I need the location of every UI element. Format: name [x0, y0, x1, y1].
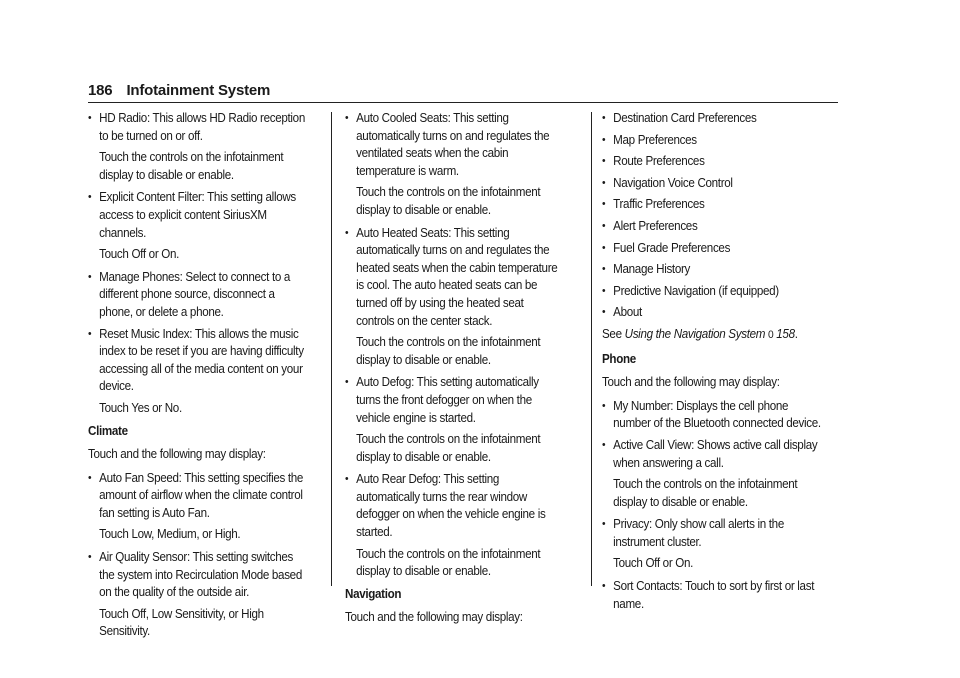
bullet-icon: • — [88, 191, 92, 204]
item-text: Auto Defog: This setting automatically turns the front defogger on when the vehicle engine is started. — [356, 375, 539, 425]
item-text: Manage Phones: Select to connect to a different phone source, disconnect a phone, or delete a phone. — [99, 269, 291, 319]
column-divider — [591, 112, 592, 586]
item-text: Active Call View: Shows active call display when answering a call. — [613, 437, 818, 470]
list-item — [345, 471, 564, 541]
item-text: Fuel Grade Preferences — [613, 240, 731, 255]
item-note: Touch Yes or No. — [99, 400, 182, 415]
bullet-icon: • — [602, 176, 606, 189]
item-text: Auto Fan Speed: This setting specifies the amount of airflow when the climate control fan setting is Auto Fan. — [99, 470, 304, 520]
item-text: Alert Preferences — [613, 218, 698, 233]
bullet-icon: • — [602, 263, 606, 276]
item-note: Touch Off, Low Sensitivity, or High Sensitivity. — [99, 606, 264, 639]
list-item — [345, 110, 564, 180]
item-note: Touch the controls on the infotainment display to disable or enable. — [356, 185, 541, 217]
column-divider — [331, 112, 332, 586]
list-item — [88, 470, 307, 523]
bullet-icon: • — [602, 241, 606, 254]
list-item — [88, 269, 307, 322]
see-prefix: See — [602, 326, 622, 341]
bullet-icon: • — [602, 438, 606, 451]
item-note: Touch the controls on the infotainment display to disable or enable. — [99, 150, 284, 182]
bullet-icon: • — [602, 399, 606, 412]
item-text: My Number: Displays the cell phone number of the Bluetooth connected device. — [613, 398, 821, 431]
item-text: Map Preferences — [613, 132, 697, 147]
bullet-icon: • — [602, 284, 606, 297]
item-note: Touch the controls on the infotainment display to disable or enable. — [613, 477, 798, 509]
column-3 — [602, 110, 821, 617]
item-note: Touch the controls on the infotainment display to disable or enable. — [356, 432, 541, 464]
bullet-icon: • — [602, 580, 606, 593]
section-heading-navigation: Navigation — [345, 586, 402, 601]
list-item — [88, 549, 307, 602]
section-heading-phone: Phone — [602, 351, 636, 366]
list-item — [602, 261, 821, 279]
item-note: Touch the controls on the infotainment display to disable or enable. — [356, 335, 541, 367]
bullet-icon: • — [602, 112, 606, 124]
section-intro: Touch and the following may display: — [602, 375, 780, 390]
section-heading-climate: Climate — [88, 423, 128, 438]
list-item — [88, 189, 307, 242]
list-item — [88, 326, 307, 396]
list-item — [602, 304, 821, 322]
item-text: Manage History — [613, 262, 691, 277]
list-item — [602, 240, 821, 258]
bullet-icon: • — [88, 270, 92, 283]
bullet-icon: • — [345, 112, 349, 124]
list-item — [602, 283, 821, 301]
bullet-icon: • — [602, 133, 606, 146]
list-item — [88, 110, 307, 145]
see-link[interactable]: Using the Navigation System — [624, 326, 766, 341]
item-text: Sort Contacts: Touch to sort by first or last name. — [613, 579, 815, 611]
item-text: Auto Cooled Seats: This setting automatically turns on and regulates the ventilated seats when the cabin temperature is warm. — [356, 111, 550, 178]
item-note: Touch Low, Medium, or High. — [99, 527, 241, 542]
item-text: Explicit Content Filter: This setting allows access to explicit content SiriusXM channels. — [99, 190, 296, 240]
bullet-icon: • — [345, 473, 349, 486]
section-title: Infotainment System — [126, 82, 271, 99]
list-item — [602, 175, 821, 193]
bullet-icon: • — [345, 226, 349, 239]
bullet-icon: • — [602, 518, 606, 531]
bullet-icon: • — [602, 198, 606, 211]
page-header — [88, 82, 270, 102]
section-intro: Touch and the following may display: — [88, 447, 266, 462]
item-note: Touch Off or On. — [99, 247, 180, 262]
list-item — [602, 132, 821, 150]
page-number: 186 — [88, 82, 113, 99]
list-item — [602, 196, 821, 214]
list-item — [602, 516, 821, 551]
item-text: Air Quality Sensor: This setting switches the system into Recirculation Mode based on the quality of the outside air. — [99, 550, 302, 600]
list-item — [602, 218, 821, 236]
bullet-icon: • — [88, 471, 92, 484]
list-item — [602, 153, 821, 171]
see-suffix: . — [794, 326, 798, 341]
item-text: Destination Card Preferences — [613, 111, 757, 125]
item-text: Traffic Preferences — [613, 197, 705, 212]
item-text: Auto Heated Seats: This setting automatically turns on and regulates the heated seats when the cabin temperature is cool. The auto heated seats can be turned off by using the heated seat controls on the center stack. — [356, 225, 558, 328]
item-note: Touch Off or On. — [613, 556, 694, 571]
item-text: Reset Music Index: This allows the music index to be reset if you are having difficulty accessing all of the media content on your device. — [99, 326, 304, 394]
item-text: Auto Rear Defog: This setting automatically turns the rear window defogger on when the vehicle engine is started. — [356, 472, 546, 540]
column-2 — [345, 110, 564, 633]
list-item — [602, 398, 821, 433]
bullet-icon: • — [602, 219, 606, 232]
bullet-icon: • — [88, 327, 92, 340]
page-ref-icon: 0 — [768, 328, 774, 341]
bullet-icon: • — [88, 551, 92, 564]
bullet-icon: • — [88, 112, 92, 124]
bullet-icon: • — [345, 376, 349, 389]
item-text: About — [613, 305, 642, 320]
list-item — [345, 374, 564, 427]
list-item — [345, 225, 564, 331]
bullet-icon: • — [602, 306, 606, 319]
item-text: Predictive Navigation (if equipped) — [613, 283, 779, 298]
item-text: Route Preferences — [613, 154, 705, 169]
bullet-icon: • — [602, 155, 606, 168]
item-text: Privacy: Only show call alerts in the instrument cluster. — [613, 517, 784, 549]
list-item — [602, 437, 821, 472]
item-note: Touch the controls on the infotainment display to disable or enable. — [356, 546, 541, 579]
list-item — [602, 578, 821, 613]
header-rule — [88, 102, 838, 103]
see-reference — [602, 326, 821, 345]
item-text: Navigation Voice Control — [613, 175, 733, 190]
column-1 — [88, 110, 307, 646]
list-item — [602, 110, 821, 128]
see-page[interactable]: 158 — [776, 326, 795, 341]
section-intro: Touch and the following may display: — [345, 610, 523, 625]
item-text: HD Radio: This allows HD Radio reception to be turned on or off. — [99, 111, 305, 143]
